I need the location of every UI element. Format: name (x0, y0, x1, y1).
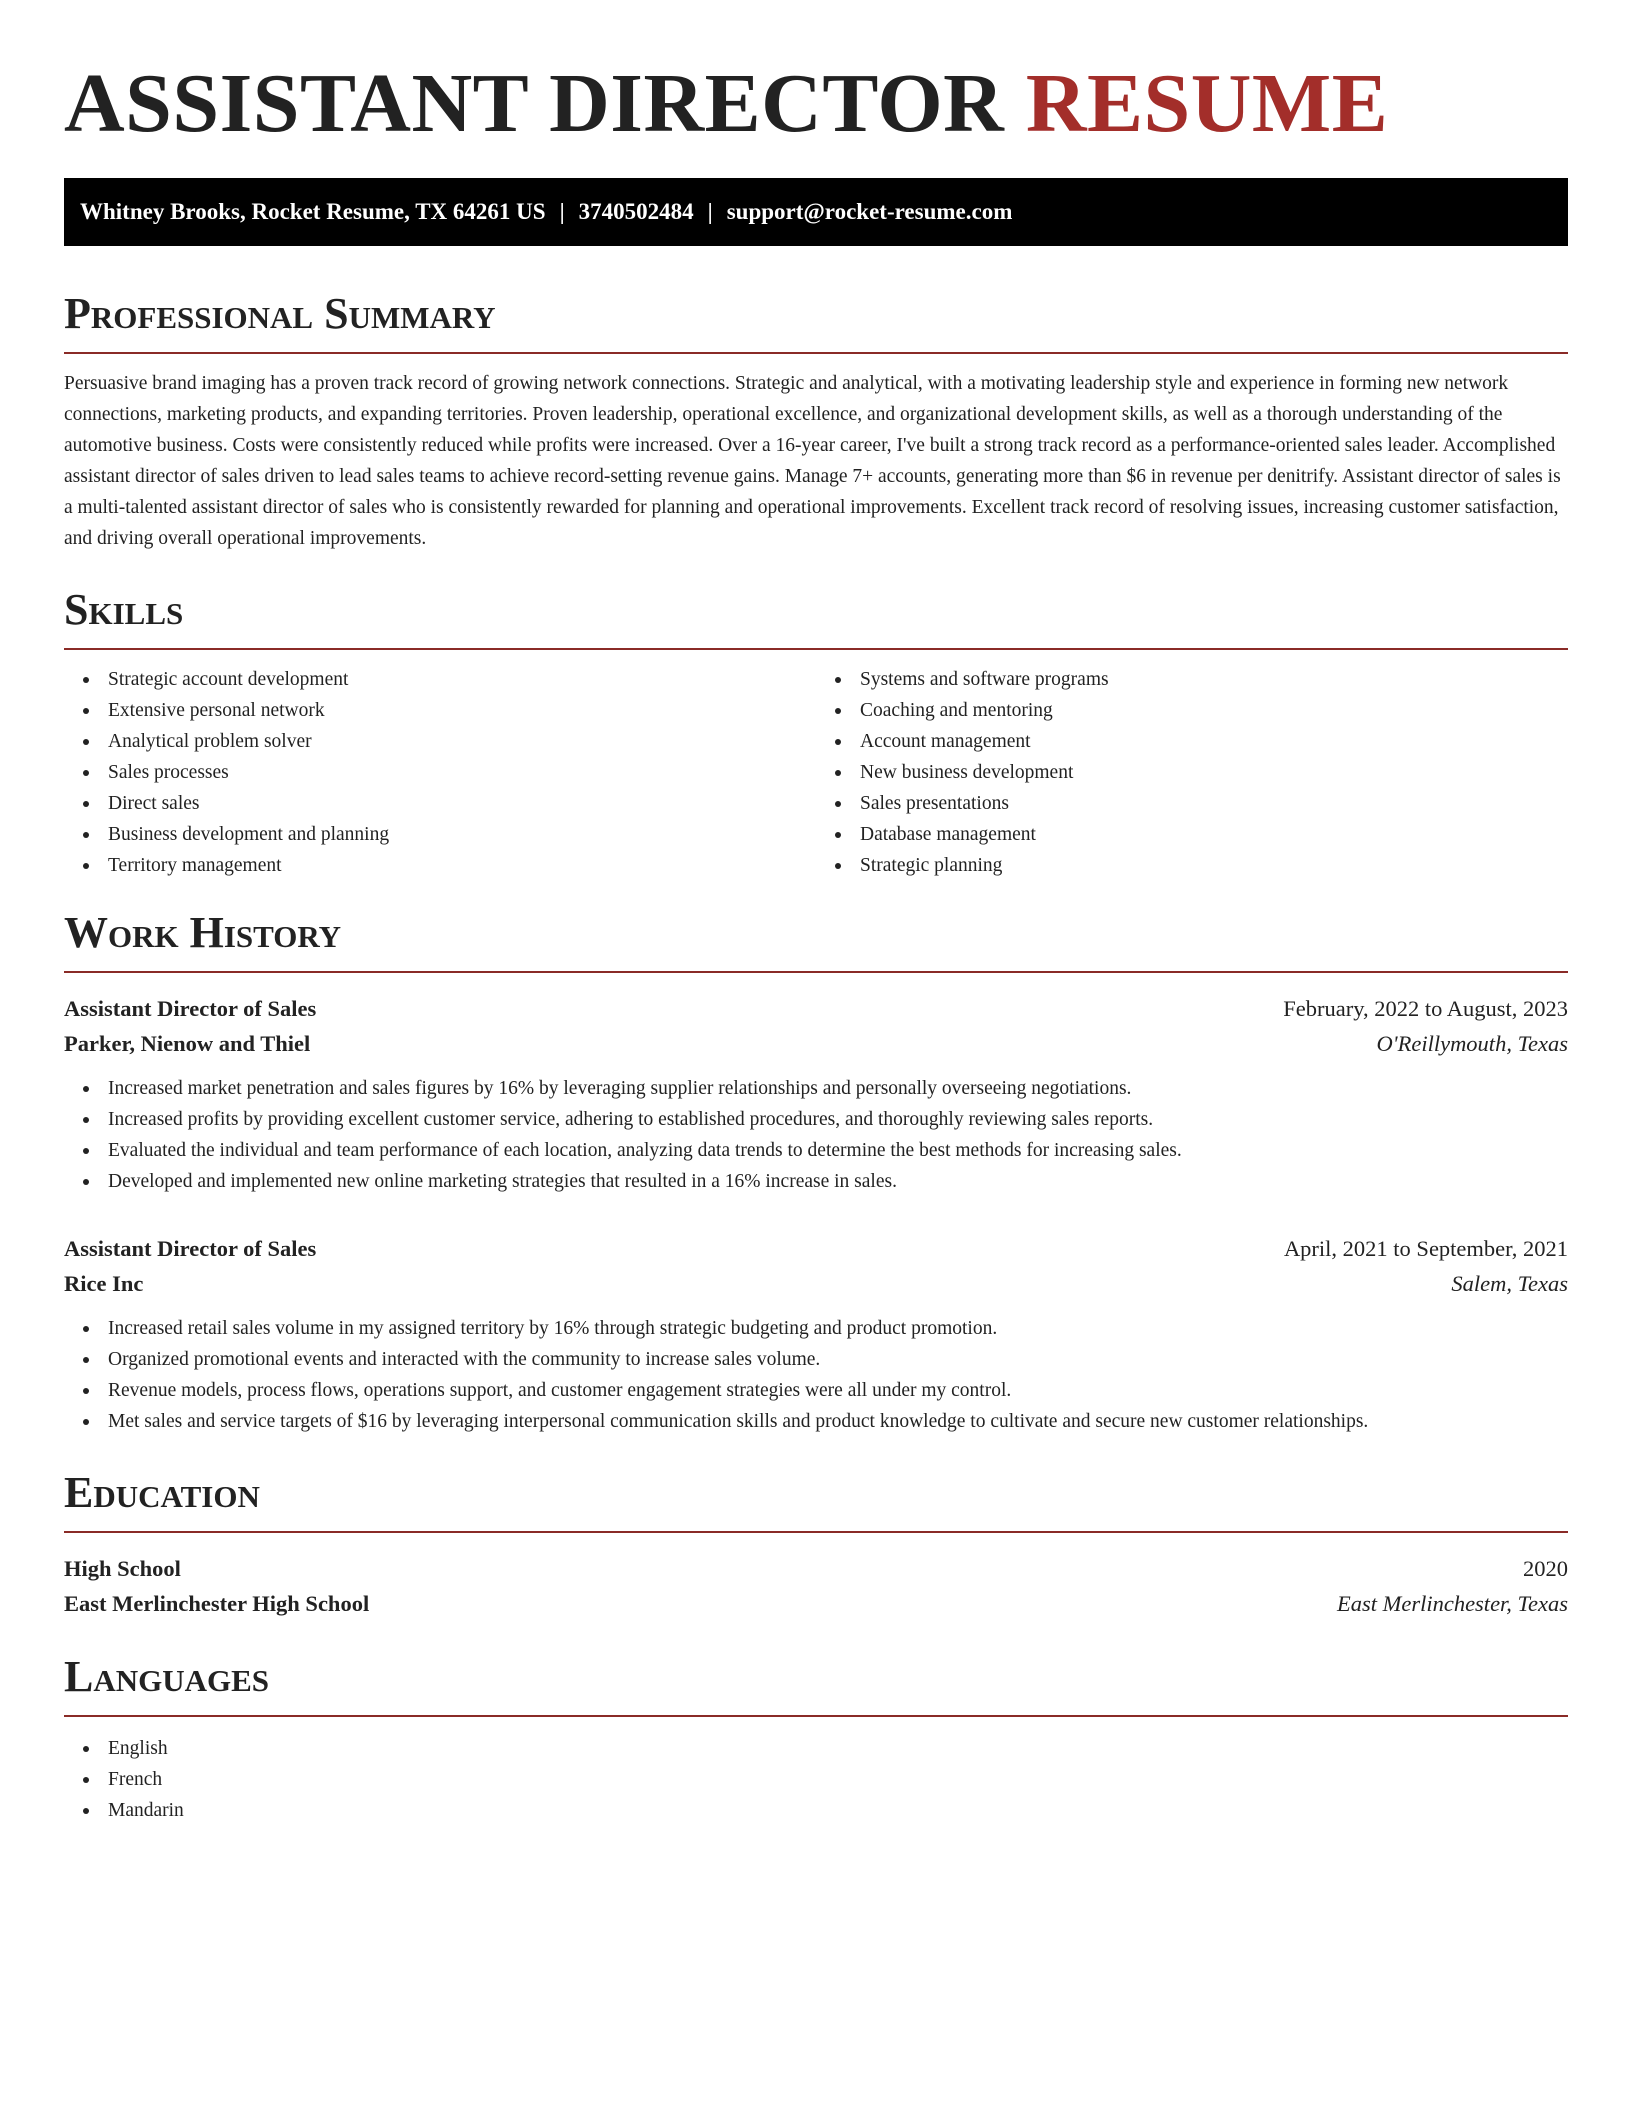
job-entry (64, 991, 1568, 1197)
education-section (64, 1467, 1568, 1621)
language-item: Mandarin (108, 1795, 1568, 1826)
summary-section (64, 288, 1568, 554)
education-location: East Merlinchester, Texas (1336, 1591, 1568, 1616)
job-title: Assistant Director of Sales (64, 996, 317, 1021)
contact-separator: | (707, 199, 713, 224)
job-location: O'Reillymouth, Texas (1376, 1031, 1568, 1056)
job-bullets (64, 1073, 1568, 1197)
skills-heading: Skills (64, 584, 1568, 650)
job-title-row (64, 991, 1568, 1026)
job-company: Parker, Nienow and Thiel (64, 1031, 311, 1056)
job-location: Salem, Texas (1451, 1271, 1568, 1296)
job-bullets (64, 1313, 1568, 1437)
skills-column-right (816, 664, 1568, 881)
skill-item: Territory management (108, 850, 816, 881)
languages-heading: Languages (64, 1651, 1568, 1717)
languages-section (64, 1651, 1568, 1826)
skill-item: Coaching and mentoring (860, 695, 1568, 726)
skill-item: Extensive personal network (108, 695, 816, 726)
skill-item: New business development (860, 757, 1568, 788)
skills-section (64, 584, 1568, 881)
skill-item: Direct sales (108, 788, 816, 819)
job-dates: April, 2021 to September, 2021 (1283, 1236, 1568, 1261)
skill-item: Sales presentations (860, 788, 1568, 819)
skill-item: Business development and planning (108, 819, 816, 850)
job-bullet: Increased retail sales volume in my assigned territory by 16% through strategic budgeting and product promotion. (108, 1313, 1568, 1344)
job-dates: February, 2022 to August, 2023 (1283, 996, 1568, 1021)
contact-bar (64, 178, 1568, 246)
work-history-heading: Work History (64, 907, 1568, 973)
job-bullet: Revenue models, process flows, operations support, and customer engagement strategies were all under my control. (108, 1375, 1568, 1406)
job-title-row (64, 1231, 1568, 1266)
skills-grid (64, 664, 1568, 881)
job-title: Assistant Director of Sales (64, 1236, 317, 1261)
job-bullet: Evaluated the individual and team performance of each location, analyzing data trends to determine the best methods for increasing sales. (108, 1135, 1568, 1166)
summary-text: Persuasive brand imaging has a proven track record of growing network connections. Strategic and analytical, with a motivating leadership style and experience in forming new network connections, marketing products, and expanding territories. Proven leadership, operational excellence, and organizational development skills, as well as a thorough understanding of the automotive business. Costs were consistently reduced while profits were increased. Over a 16-year career, I've built a strong track record as a performance-oriented sales leader. Accomplished assistant director of sales driven to lead sales teams to achieve record-setting revenue gains. Manage 7+ accounts, generating more than $6 in revenue per denitrify. Assistant director of sales is a multi-talented assistant director of sales who is consistently rewarded for planning and operational improvements. Excellent track record of resolving issues, increasing customer satisfaction, and driving overall operational improvements. (64, 373, 1561, 549)
job-bullet: Organized promotional events and interacted with the community to increase sales volume. (108, 1344, 1568, 1375)
contact-phone: 3740502484 (578, 199, 694, 224)
contact-separator: | (559, 199, 565, 224)
education-year: 2020 (1523, 1556, 1568, 1581)
contact-address: Whitney Brooks, Rocket Resume, TX 64261 US (80, 199, 546, 224)
job-company-row (64, 1026, 1568, 1061)
work-history-section (64, 907, 1568, 1437)
resume-title (64, 0, 1568, 152)
contact-email: support@rocket-resume.com (726, 199, 1013, 224)
skill-item: Analytical problem solver (108, 726, 816, 757)
job-bullet: Developed and implemented new online marketing strategies that resulted in a 16% increase in sales. (108, 1166, 1568, 1197)
job-bullet: Increased market penetration and sales figures by 16% by leveraging supplier relationships and personally overseeing negotiations. (108, 1073, 1568, 1104)
education-school-row (64, 1586, 1568, 1621)
education-degree-row (64, 1551, 1568, 1586)
skill-item: Sales processes (108, 757, 816, 788)
job-bullet: Increased profits by providing excellent customer service, adhering to established procedures, and thoroughly reviewing sales reports. (108, 1104, 1568, 1135)
language-item: French (108, 1764, 1568, 1795)
skill-item: Database management (860, 819, 1568, 850)
title-accent: RESUME (1025, 57, 1389, 150)
job-company-row (64, 1266, 1568, 1301)
title-main: ASSISTANT DIRECTOR (64, 57, 1005, 150)
skill-item: Systems and software programs (860, 664, 1568, 695)
skill-item: Strategic account development (108, 664, 816, 695)
language-item: English (108, 1733, 1568, 1764)
job-company: Rice Inc (64, 1271, 144, 1296)
job-bullet: Met sales and service targets of $16 by leveraging interpersonal communication skills and product knowledge to cultivate and secure new customer relationships. (108, 1406, 1568, 1437)
summary-heading: Professional Summary (64, 288, 1568, 354)
skill-item: Strategic planning (860, 850, 1568, 881)
job-entry (64, 1231, 1568, 1437)
education-heading: Education (64, 1467, 1568, 1533)
languages-list (64, 1733, 1568, 1826)
education-entry (64, 1551, 1568, 1621)
skills-column-left (64, 664, 816, 881)
education-degree: High School (64, 1556, 181, 1581)
skill-item: Account management (860, 726, 1568, 757)
education-school: East Merlinchester High School (64, 1591, 370, 1616)
resume-page (64, 0, 1568, 1826)
